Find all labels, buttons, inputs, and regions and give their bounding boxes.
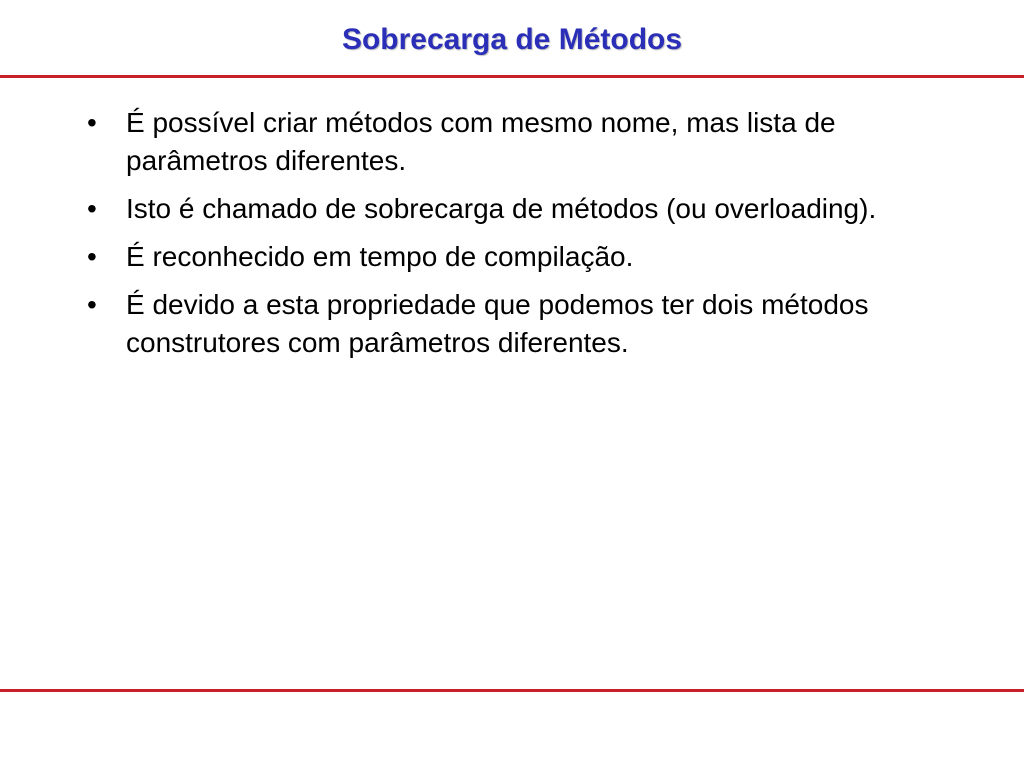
bullet-icon: • <box>87 241 97 272</box>
bullet-list <box>0 104 1024 372</box>
top-divider <box>0 75 1024 78</box>
bullet-text: É reconhecido em tempo de compilação. <box>126 241 634 272</box>
list-item <box>0 104 906 180</box>
bullet-icon: • <box>87 289 97 320</box>
list-item <box>0 286 906 362</box>
slide-title: Sobrecarga de Métodos <box>341 23 683 56</box>
bullet-text: Isto é chamado de sobrecarga de métodos (ou overloading). <box>126 193 877 224</box>
bullet-text: É possível criar métodos com mesmo nome, mas lista de parâmetros diferentes. <box>126 107 836 176</box>
bullet-icon: • <box>87 107 97 138</box>
list-item <box>0 190 906 228</box>
bottom-divider <box>0 689 1024 692</box>
list-item <box>0 238 906 276</box>
bullet-text: É devido a esta propriedade que podemos ter dois métodos construtores com parâmetros diferentes. <box>126 289 869 358</box>
bullet-icon: • <box>87 193 97 224</box>
